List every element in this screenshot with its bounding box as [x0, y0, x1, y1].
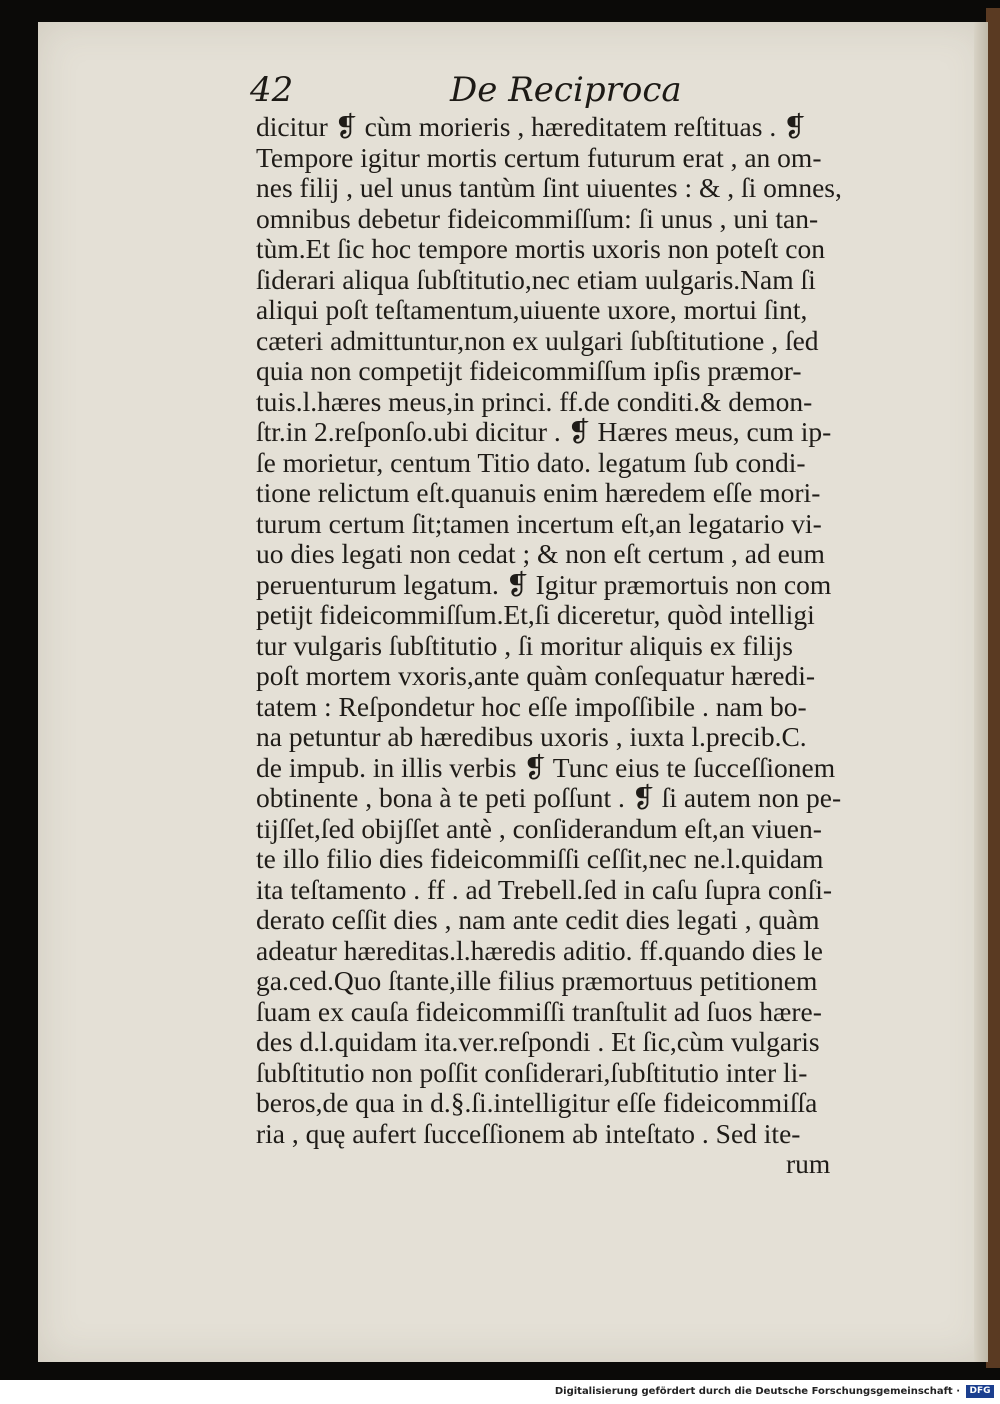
text-line: aliqui poſt teſtamentum,uiuente uxore, mortui ſint, [256, 294, 808, 325]
dfg-logo: DFG [966, 1385, 994, 1398]
page-edge [974, 22, 988, 1362]
text-line: tùm.Et ſic hoc tempore mortis uxoris non poteſt con [256, 233, 826, 264]
text-line: ita teſtamento . ff . ad Trebell.ſed in caſu ſupra conſi- [256, 873, 833, 905]
book-cover-edge [986, 8, 1000, 1368]
text-line: poſt mortem vxoris,ante quàm conſequatur hæredi- [256, 660, 816, 691]
text-line: tione relictum eſt.quanuis enim hæredem eſſe mori- [256, 477, 821, 508]
text-line: tur vulgaris ſubſtitutio , ſi moritur aliquis ex filijs [256, 629, 793, 661]
page-number: 42 [250, 70, 294, 110]
footer-credit: Digitalisierung gefördert durch die Deutsche Forschungsgemeinschaft · [554, 1386, 960, 1397]
text-line: omnibus debetur fideicommiſſum: ſi unus , uni tan- [256, 202, 819, 234]
text-line: turum certum ſit;tamen incertum eſt,an legatario vi- [256, 507, 822, 539]
text-line: tuis.l.hæres meus,in princi. ff.de conditi.& demon- [256, 385, 813, 417]
text-line: de impub. in illis verbis ❡ Tunc eius te ſucceſſionem [256, 751, 836, 783]
text-line: ſtr.in 2.reſponſo.ubi dicitur . ❡ Hæres meus, cum ip- [256, 416, 832, 447]
text-line: te illo filio dies fideicommiſſi ceſſit,nec ne.l.quidam [256, 843, 824, 874]
text-line: adeatur hæreditas.l.hæredis aditio. ff.quando dies le [256, 934, 823, 966]
body-text [256, 112, 886, 1180]
text-line: des d.l.quidam ita.ver.reſpondi . Et ſic,cùm vulgaris [256, 1026, 820, 1057]
text-line: beros,de qua in d.§.ſi.intelligitur eſſe fideicommiſſa [256, 1087, 818, 1118]
text-line: uo dies legati non cedat ; & non eſt certum , ad eum [256, 538, 825, 569]
catchword: rum [786, 1148, 831, 1179]
footer-bar [0, 1380, 1000, 1404]
text-line: cæteri admittuntur,non ex uulgari ſubſtitutione , ſed [256, 324, 819, 356]
text-line: ga.ced.Quo ſtante,ille filius præmortuus petitionem [256, 965, 818, 996]
text-line: tijſſet,ſed obijſſet antè , conſiderandum eſt,an viuen- [256, 812, 822, 844]
text-line: ſiderari aliqua ſubſtitutio,nec etiam uulgaris.Nam ſi [256, 263, 816, 295]
text-line: tatem : Reſpondetur hoc eſſe impoſſibile . nam bo- [256, 690, 807, 722]
running-head: De Reciproca [450, 70, 682, 110]
text-line: derato ceſſit dies , nam ante cedit dies legati , quàm [256, 904, 820, 935]
text-line: obtinente , bona à te peti poſſunt . ❡ ſi autem non pe- [256, 782, 842, 813]
text-line: ſubſtitutio non poſſit conſiderari,ſubſtitutio inter li- [256, 1056, 808, 1088]
text-line: peruenturum legatum. ❡ Igitur præmortuis non com [256, 568, 832, 600]
text-line: Tempore igitur mortis certum futurum erat , an om- [256, 141, 822, 173]
text-line: ria , quę aufert ſucceſſionem ab inteſtato . Sed ite- [256, 1117, 801, 1149]
text-line: ſuam ex cauſa fideicommiſſi tranſtulit ad ſuos hære- [256, 995, 822, 1027]
text-line: na petuntur ab hæredibus uxoris , iuxta l.precib.C. [256, 721, 807, 752]
text-line: petijt fideicommiſſum.Et,ſi diceretur, quòd intelligi [256, 599, 815, 630]
text-line: quia non competijt fideicommiſſum ipſis præmor- [256, 355, 802, 386]
text-line: ſe morietur, centum Titio dato. legatum ſub condi- [256, 446, 806, 478]
text-line: nes filij , uel unus tantùm ſint uiuentes : & , ſi omnes, [256, 172, 842, 203]
text-line: dicitur ❡ cùm morieris , hæreditatem reſtituas . ❡ [256, 111, 807, 142]
